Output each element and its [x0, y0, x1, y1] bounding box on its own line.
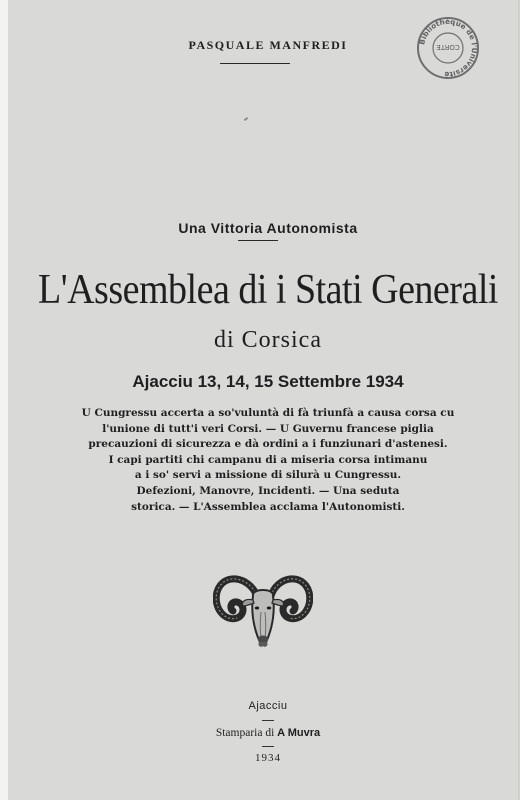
summary-line: U Cungressu accerta a so'vuluntà di fà triunfà a causa corsa cu [81, 407, 455, 419]
ink-speck [244, 117, 248, 121]
document-title: L'Assemblea di i Stati Generali [38, 266, 498, 314]
imprint-divider [262, 746, 274, 747]
printer-name: A Muvra [277, 727, 321, 739]
summary-line: storica. — L'Assemblea acclama l'Autonomisti. [131, 500, 405, 513]
mouflon-head-icon [213, 566, 313, 648]
summary-line: Defezioni, Manovre, Incidenti. — Una seduta [136, 484, 400, 497]
summary-line: l'unione di tutt'i veri Corsi. — U Guvernu francese piglia [102, 422, 434, 435]
supertitle-divider [238, 240, 278, 241]
author-name: PASQUALE MANFREDI [188, 38, 348, 52]
imprint-divider [262, 720, 274, 721]
summary-line: precauzioni di sicurezza e dà ordini a i funziunari d'astenesi. [88, 438, 448, 451]
summary-line: a i so' servi a missione di silurà u Cungressu. [134, 469, 402, 482]
summary-line: I capi partiti chi campanu di a miseria corsa intimanu [108, 453, 428, 466]
imprint-year: 1934 [255, 752, 281, 764]
document-subtitle: di Corsica [214, 327, 322, 353]
stamp-ring-text: Bibliothèque de l'Université [417, 16, 480, 80]
summary-paragraph [38, 406, 498, 515]
imprint-printer [8, 727, 520, 739]
author-divider [220, 63, 290, 64]
imprint-city: Ajacciu [248, 700, 288, 712]
stamp-center-text: CORTE [436, 43, 460, 51]
event-dates: Ajacciu 13, 14, 15 Settembre 1934 [132, 372, 404, 391]
library-stamp-icon [416, 16, 480, 80]
supertitle: Una Vittoria Autonomista [178, 220, 358, 236]
printer-prefix: Stamparia di [215, 727, 275, 739]
